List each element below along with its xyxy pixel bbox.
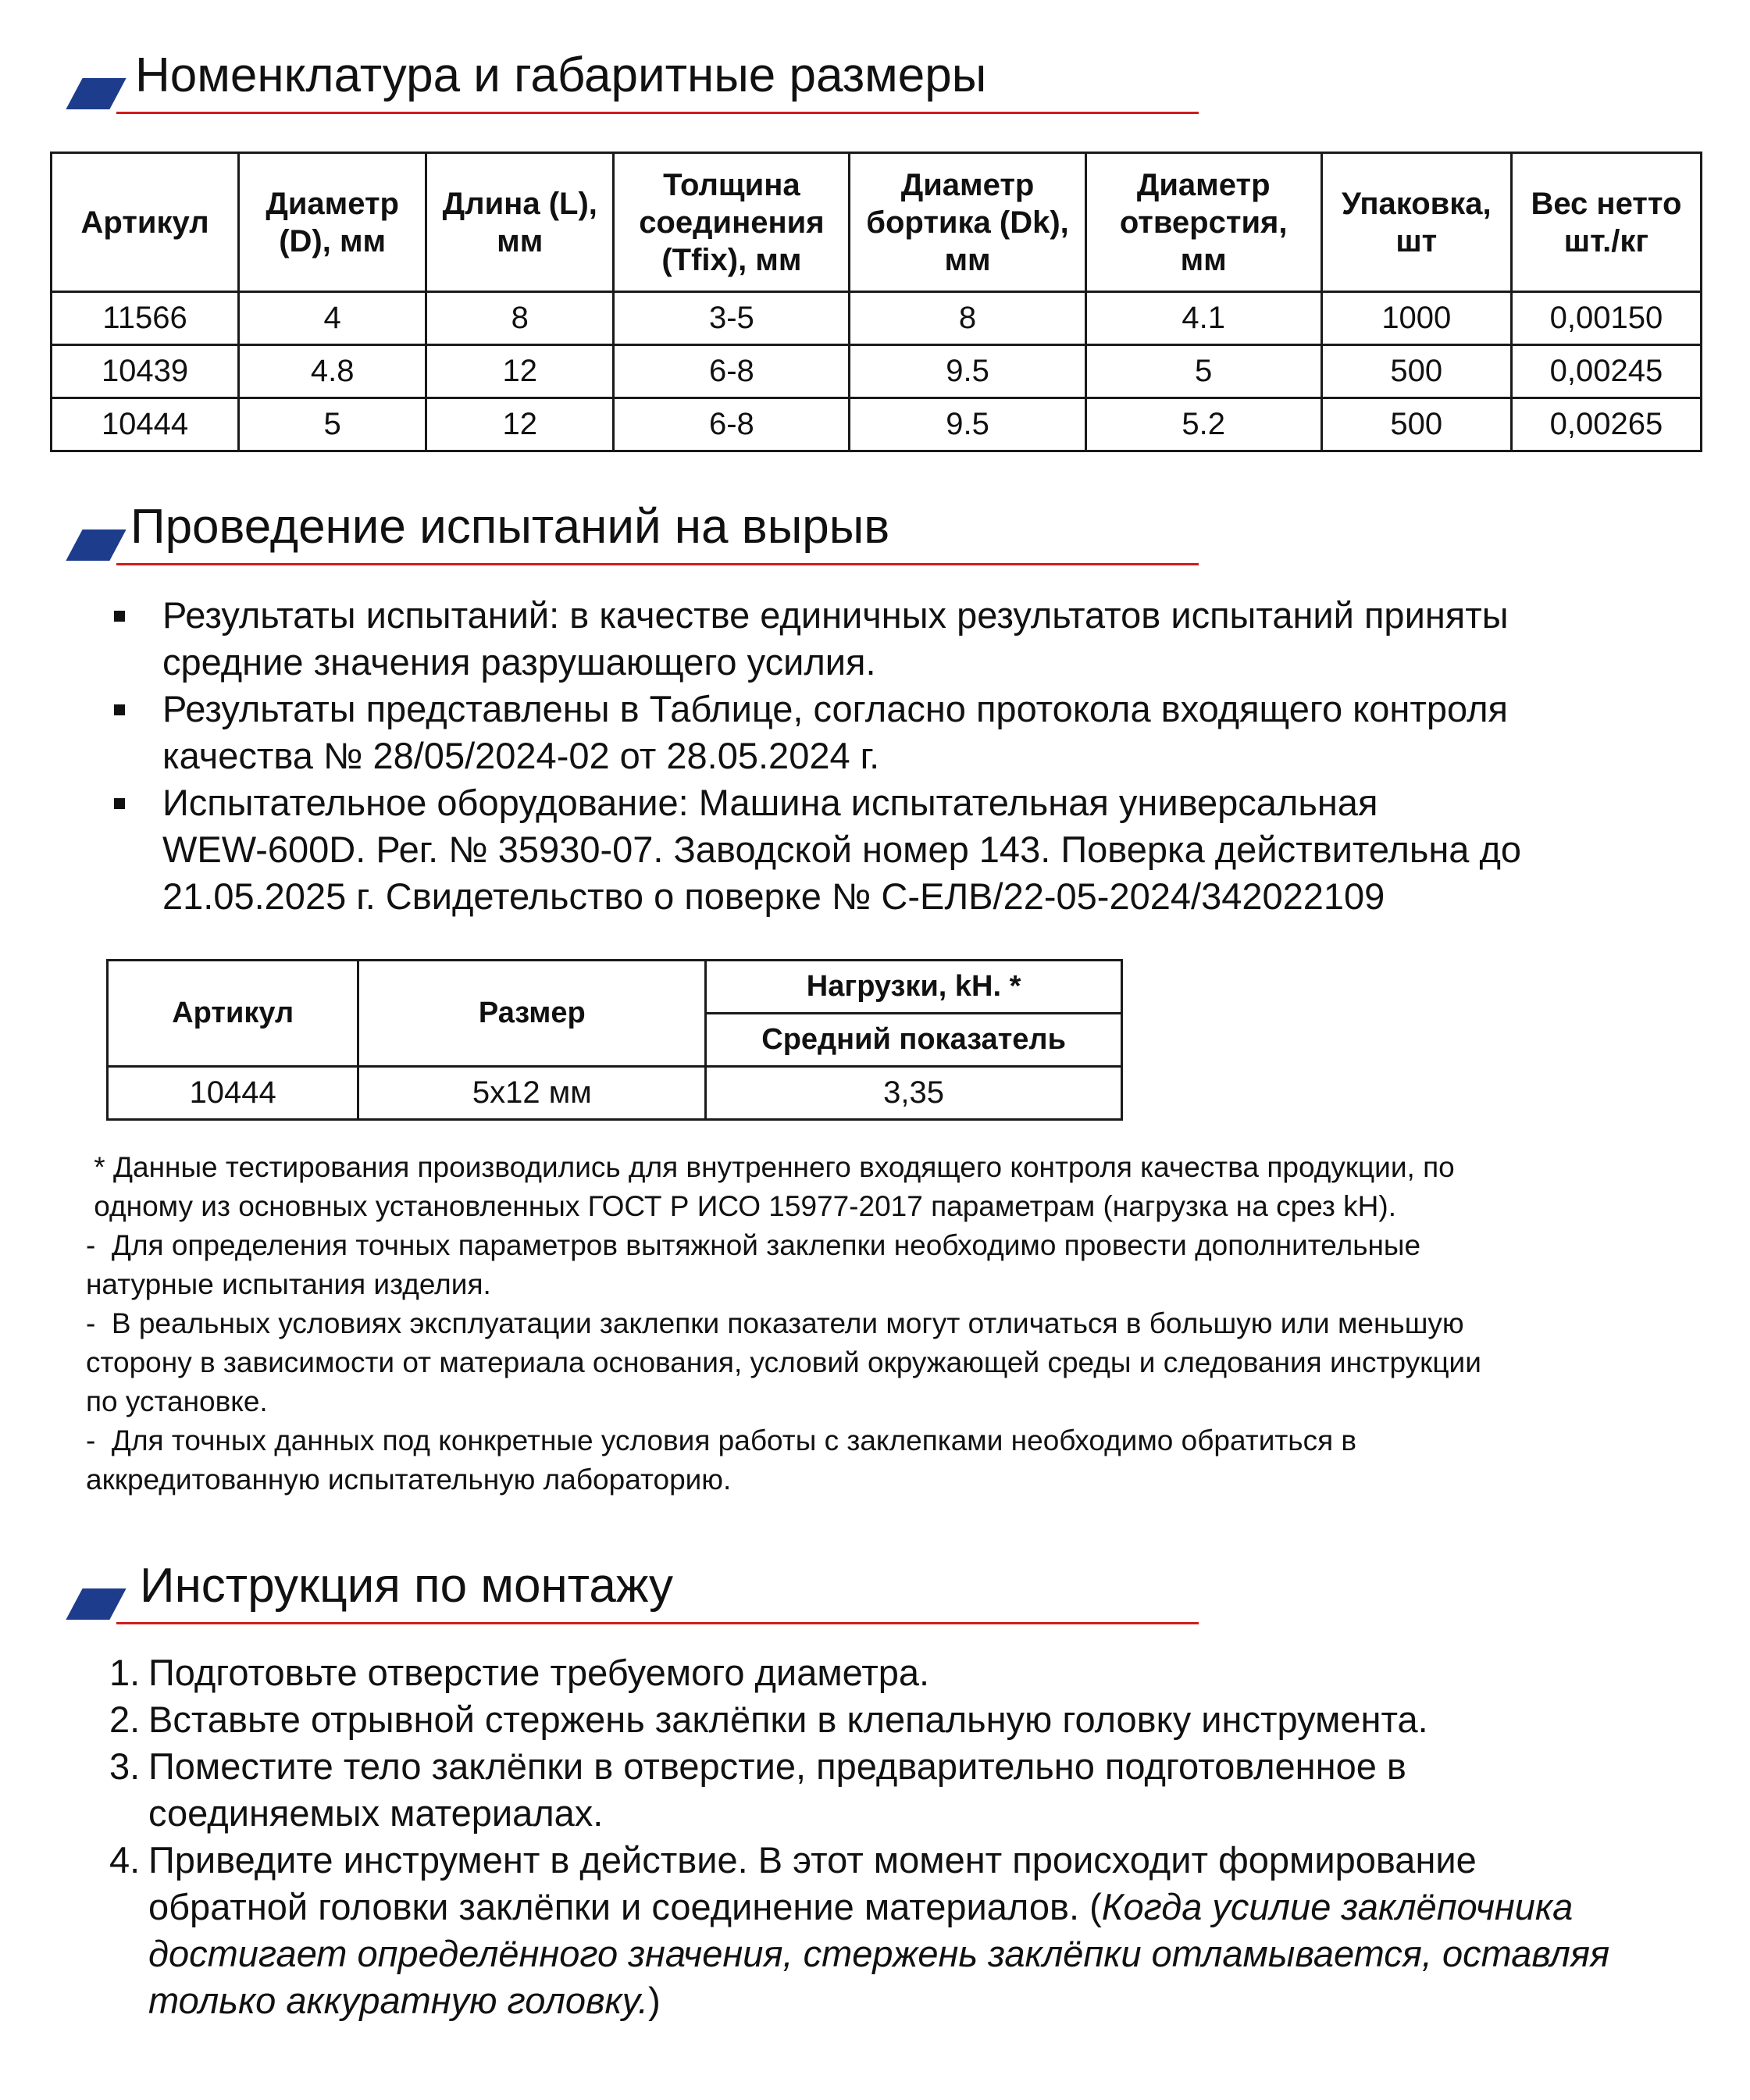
test-table-header-row: [108, 961, 1122, 1014]
bullet-square-icon: [114, 611, 125, 622]
cell-hole-diameter: 5.2: [1085, 398, 1321, 451]
cell-weight: 0,00245: [1511, 345, 1701, 398]
header-load: Нагрузки, kH. *: [706, 961, 1122, 1014]
cell-length: 8: [426, 292, 614, 345]
cell-article: 10439: [52, 345, 239, 398]
section-marker-icon: [66, 78, 126, 109]
list-item: 1. Подготовьте отверстие требуемого диаметра.: [109, 1649, 1671, 1696]
cell-package: 1000: [1321, 292, 1511, 345]
header-article: Артикул: [108, 961, 358, 1067]
list-item: Результаты испытаний: в качестве единичных результатов испытаний приняты средние значения разрушающего усилия.: [109, 592, 1687, 686]
header-length: Длина (L), мм: [426, 153, 614, 292]
cell-thickness: 6-8: [614, 345, 850, 398]
step-number: 3.: [109, 1745, 141, 1787]
note-item: - Для точных данных под конкретные условия работы с заклепками необходимо обратиться в аккредитованную испытательную лабораторию.: [86, 1424, 1357, 1496]
bullet-square-icon: [114, 798, 125, 809]
cell-weight: 0,00150: [1511, 292, 1701, 345]
cell-thickness: 6-8: [614, 398, 850, 451]
list-item: 3. Поместите тело заклёпки в отверстие, предварительно подготовленное в соединяемых материалах.: [109, 1743, 1671, 1837]
cell-thickness: 3-5: [614, 292, 850, 345]
cell-flange-diameter: 9.5: [850, 345, 1085, 398]
header-size: Размер: [358, 961, 706, 1067]
cell-flange-diameter: 8: [850, 292, 1085, 345]
cell-load: 3,35: [706, 1067, 1122, 1120]
header-load-average: Средний показатель: [706, 1014, 1122, 1067]
section-divider: [116, 563, 1199, 565]
cell-length: 12: [426, 398, 614, 451]
spec-table: [50, 152, 1702, 452]
test-notes: [86, 1148, 1695, 1499]
cell-package: 500: [1321, 398, 1511, 451]
spec-table-header-row: [52, 153, 1702, 292]
section-divider: [116, 1622, 1199, 1624]
section-heading-pullout-test: [74, 500, 1199, 565]
step-number: 4.: [109, 1839, 141, 1881]
section-heading-nomenclature: [74, 48, 1199, 114]
header-article: Артикул: [52, 153, 239, 292]
cell-package: 500: [1321, 345, 1511, 398]
list-item: Испытательное оборудование: Машина испытательная универсальная WEW-600D. Рег. № 35930-07. Заводской номер 143. Поверка действительна до 21.05.2025 г. Свидетельство о поверке № С-ЕЛВ/22-05-2024/342022109: [109, 779, 1687, 920]
cell-flange-diameter: 9.5: [850, 398, 1085, 451]
test-info-list: [109, 592, 1687, 920]
note-footnote: * Данные тестирования производились для внутреннего входящего контроля качества продукции, по одному из основных установленных ГОСТ Р ИСО 15977-2017 параметрам (нагрузка на срез kH).: [86, 1151, 1455, 1222]
cell-size: 5х12 мм: [358, 1067, 706, 1120]
cell-article: 10444: [52, 398, 239, 451]
header-thickness: Толщина соединения (Tfix), мм: [614, 153, 850, 292]
section-heading-installation: [74, 1559, 1199, 1624]
section-title: Инструкция по монтажу: [140, 1559, 674, 1613]
bullet-square-icon: [114, 704, 125, 715]
section-title: Проведение испытаний на вырыв: [130, 500, 890, 554]
list-item: 4. Приведите инструмент в действие. В этот момент происходит формирование обратной головки заклёпки и соединение материалов. (Когда усилие заклёпочника достигает определённого значения, стержень заклёпки отламывается, оставляя только аккуратную головку.): [109, 1837, 1671, 2024]
step-number: 2.: [109, 1699, 141, 1740]
step-number: 1.: [109, 1652, 141, 1693]
table-row: [52, 292, 1702, 345]
cell-diameter: 4: [239, 292, 426, 345]
header-diameter: Диаметр (D), мм: [239, 153, 426, 292]
cell-hole-diameter: 5: [1085, 345, 1321, 398]
header-package: Упаковка, шт: [1321, 153, 1511, 292]
note-item: - В реальных условиях эксплуатации заклепки показатели могут отличаться в большую или меньшую сторону в зависимости от материала основания, условий окружающей среды и следования инструкции по установке.: [86, 1307, 1481, 1417]
section-marker-icon: [66, 529, 126, 561]
table-row: [52, 345, 1702, 398]
section-divider: [116, 112, 1199, 114]
header-hole-diameter: Диаметр отверстия, мм: [1085, 153, 1321, 292]
table-row: [108, 1067, 1122, 1120]
cell-article: 10444: [108, 1067, 358, 1120]
header-flange-diameter: Диаметр бортика (Dk), мм: [850, 153, 1085, 292]
cell-article: 11566: [52, 292, 239, 345]
header-weight: Вес нетто шт./кг: [1511, 153, 1701, 292]
cell-weight: 0,00265: [1511, 398, 1701, 451]
installation-steps: [109, 1649, 1671, 2024]
section-marker-icon: [66, 1588, 126, 1620]
test-results-table: [106, 959, 1123, 1121]
section-title: Номенклатура и габаритные размеры: [135, 48, 987, 102]
cell-diameter: 5: [239, 398, 426, 451]
list-item: Результаты представлены в Таблице, согласно протокола входящего контроля качества № 28/05/2024-02 от 28.05.2024 г.: [109, 686, 1687, 779]
cell-diameter: 4.8: [239, 345, 426, 398]
table-row: [52, 398, 1702, 451]
cell-length: 12: [426, 345, 614, 398]
list-item: 2. Вставьте отрывной стержень заклёпки в клепальную головку инструмента.: [109, 1696, 1671, 1743]
note-item: - Для определения точных параметров вытяжной заклепки необходимо провести дополнительные натурные испытания изделия.: [86, 1229, 1421, 1300]
cell-hole-diameter: 4.1: [1085, 292, 1321, 345]
